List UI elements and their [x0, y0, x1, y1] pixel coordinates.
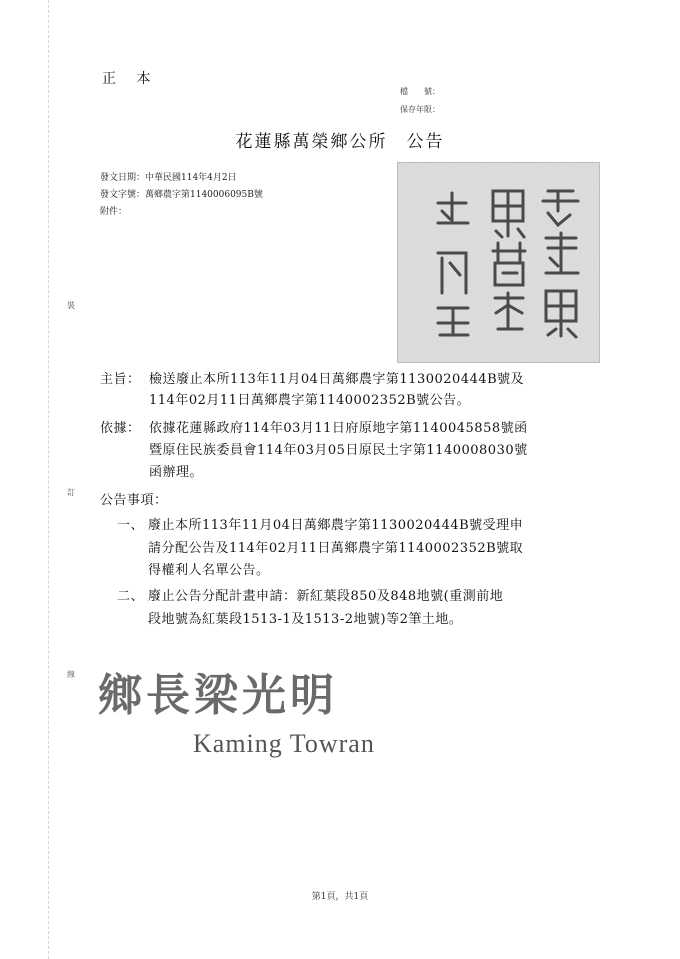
page-footer: 第1頁，共1頁: [311, 892, 369, 902]
binding-mark-ding: 訂: [67, 488, 75, 497]
attachment-label: 附件：: [100, 207, 128, 217]
notice-item-1-marker: 一、: [117, 518, 145, 533]
subject-line-2: 114年02月11日萬鄉農字第1140002352B號公告。: [149, 393, 471, 408]
basis-label: 依據：: [100, 421, 141, 436]
signature-chinese-name: 鄉長梁光明: [98, 670, 338, 721]
basis-line-3: 函辦理。: [149, 465, 204, 480]
notice-label: 公告事項：: [100, 493, 168, 508]
mayor-signature-stamp: [98, 662, 418, 762]
document-title: 花蓮縣萬榮鄉公所 公告: [235, 132, 445, 152]
notice-item-1-line-2: 請分配公告及114年02月11日萬鄉農字第1140002352B號取: [148, 541, 524, 556]
issue-date: 發文日期：中華民國114年4月2日: [100, 173, 237, 183]
notice-item-1-line-1: 廢止本所113年11月04日萬鄉農字第1130020444B號受理申: [148, 518, 524, 533]
notice-item-1-line-3: 得權利人名單公告。: [148, 563, 270, 578]
subject-line-1: 檢送廢止本所113年11月04日萬鄉農字第1130020444B號及: [149, 372, 525, 387]
signature-english-name: Kaming Towran: [193, 729, 375, 758]
binding-mark-xian: 線: [67, 670, 75, 679]
subject-label: 主旨：: [100, 372, 141, 387]
notice-item-2-line-1: 廢止公告分配計畫申請：新紅葉段850及848地號(重測前地: [148, 589, 504, 604]
copy-type: 正 本: [102, 71, 159, 87]
issue-number: 發文字號：萬鄉農字第1140006095B號: [100, 190, 263, 200]
official-seal-stamp: [397, 162, 600, 363]
basis-line-1: 依據花蓮縣政府114年03月11日府原地字第1140045858號函: [149, 421, 528, 436]
notice-item-2-line-2: 段地號為紅葉段1513-1及1513-2地號)等2筆土地。: [148, 612, 463, 627]
basis-line-2: 暨原住民族委員會114年03月05日原民土字第1140008030號: [149, 443, 528, 458]
seal-glyph-art: [398, 163, 599, 362]
notice-item-2-marker: 二、: [117, 589, 145, 604]
file-number-label: 檔 號：: [400, 87, 440, 96]
binding-mark-zhuang: 裝: [67, 301, 75, 310]
retention-label: 保存年限：: [400, 105, 440, 114]
